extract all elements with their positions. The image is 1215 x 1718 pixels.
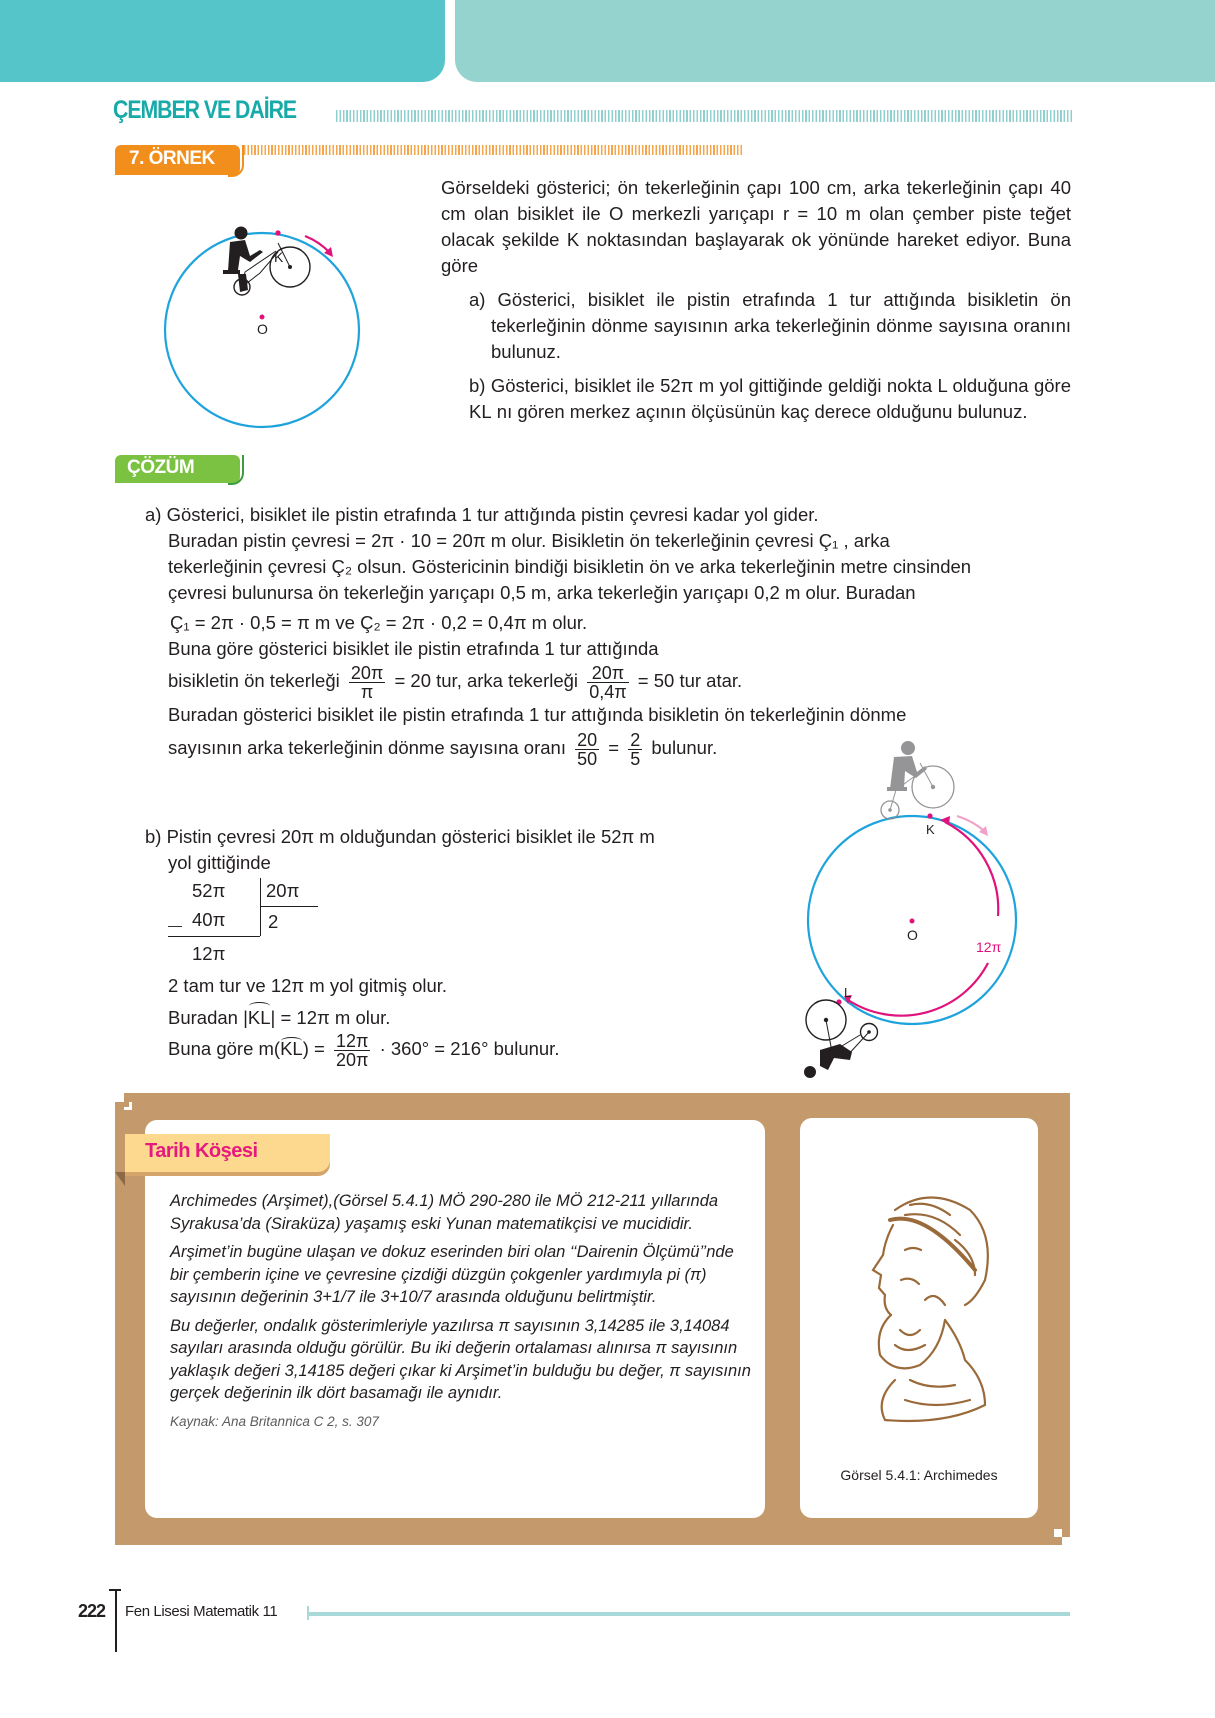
solution-a-line-5: Ç₁ = 2π · 0,5 = π m ve Ç₂ = 2π · 0,2 = 0,4π m olur.	[170, 612, 588, 633]
solution-part-b	[145, 824, 765, 1070]
header-band-right	[455, 0, 1215, 82]
header-band-left	[0, 0, 445, 82]
solution-b-line-1: b) Pistin çevresi 20π m olduğundan gösterici bisiklet ile 52π m	[145, 826, 655, 847]
example-label-text: 7. ÖRNEK	[129, 148, 215, 169]
long-division: 52π 20π 40π 2 — 12π	[168, 876, 308, 971]
bicycle-rider-icon-grey	[881, 741, 954, 819]
book-title: Fen Lisesi Matematik 11	[125, 1603, 278, 1620]
problem-statement	[441, 175, 1071, 433]
solution-b-line-5: Buna göre m( KL) = $\frac{12\pi}{20\pi}$ · 360° = 216° bulunur.	[168, 1030, 560, 1070]
solution-a-line-3: tekerleğinin çevresi Ç₂ olsun. Göstericinin bindiği bisikletin ön ve arka tekerleğinin metre cinsinden	[168, 556, 972, 577]
point-k-label: K	[926, 822, 935, 837]
fraction-ratio: $\frac{20}{50}$	[577, 729, 598, 769]
history-paragraph-1: Archimedes (Arşimet),(Görsel 5.4.1) MÖ 290-280 ile MÖ 212-211 yıllarında Syrakusa’da (Siraküza) yaşamış eski Yunan matematikçisi ve mucididir.	[170, 1192, 719, 1233]
image-caption: Görsel 5.4.1: Archimedes	[840, 1467, 998, 1483]
solution-a-line-4: çevresi bulunursa ön tekerleğin yarıçapı 0,5 m, arka tekerleğin yarıçapı 0,2 m olur. Buradan	[168, 582, 916, 603]
solution-a-line-9: sayısının arka tekerleğinin dönme sayısına oranı $\frac{20}{50}$ = $\frac{2}{5}$ bulunur.	[168, 729, 718, 769]
arc-length-label: 12π	[976, 939, 1002, 955]
bicycle-rider-icon	[223, 227, 310, 296]
fraction-arc-ratio: $\frac{12\pi}{20\pi}$	[335, 1030, 369, 1070]
section-title: ÇEMBER VE DAİRE	[113, 96, 297, 124]
point-k	[927, 813, 932, 818]
arc-kl: KL	[248, 1005, 271, 1031]
solution-a-line-7: bisikletin ön tekerleği $\frac{20\pi}{\pi}$ = 20 tur, arka tekerleği $\frac{20\pi}{0,4\pi}$ = 50 tur atar.	[168, 662, 743, 702]
solution-label	[115, 455, 240, 483]
bicycle-rider-icon-black	[804, 1000, 878, 1078]
header-band-divider	[445, 0, 455, 82]
fraction-front-wheel: $\frac{20\pi}{\pi}$	[350, 662, 384, 702]
center-label: O	[907, 927, 918, 943]
solution-a-line-1: a) Gösterici, bisiklet ile pistin etrafında 1 tur attığında pistin çevresi kadar yol gider.	[145, 504, 819, 525]
archimedes-portrait	[835, 1180, 1005, 1440]
center-label: O	[257, 321, 268, 337]
history-text	[170, 1190, 755, 1433]
title-hatch-decoration	[336, 110, 1072, 122]
center-point	[910, 919, 915, 924]
fraction-rear-wheel: $\frac{20\pi}{0,4\pi}$	[589, 662, 627, 702]
problem-part-b: b) Gösterici, bisiklet ile 52π m yol gittiğinde geldiği nokta L olduğuna göre KL nı gören merkez açının ölçüsünün kaç derece olduğunu bulunuz.	[469, 375, 1071, 422]
arc-kl: KL	[469, 401, 492, 422]
solution-a-line-2: Buradan pistin çevresi = 2π · 10 = 20π m olur. Bisikletin ön tekerleğinin çevresi Ç₁ , arka	[168, 530, 890, 551]
label-fold-decoration	[115, 1172, 125, 1186]
arc-kl: KL	[280, 1038, 303, 1059]
footer-rule	[308, 1612, 1070, 1616]
point-k-label: K	[274, 249, 284, 265]
solution-part-a	[145, 502, 1075, 768]
fraction-ratio-simplified: $\frac{2}{5}$	[630, 729, 641, 769]
solution-label-text: ÇÖZÜM	[127, 457, 195, 478]
problem-part-a: a) Gösterici, bisiklet ile pistin etrafında 1 tur attığında bisikletin ön tekerleğinin dönme sayısının arka tekerleğinin dönme sayısına oranını bulunuz.	[469, 289, 1071, 362]
history-paragraph-2: Arşimet’in bugüne ulaşan ve dokuz eserinden biri olan ‘‘Dairenin Ölçümü’’nde bir çemberin içine ve çevresine çizdiği düzgün çokgenler yardımıyla pi (π) sayısının değerinin 3+1/7 ile 3+10/7 arasında olduğunu belirtmiştir.	[170, 1243, 734, 1306]
center-point	[260, 315, 265, 320]
problem-intro: Görseldeki gösterici; ön tekerleğinin çapı 100 cm, arka tekerleğinin çapı 40 cm olan bisiklet ile O merkezli yarıçapı r = 10 m olan çember piste teğet olacak şekilde K noktasından başlayarak ok yönünde hareket ediyor. Buna göre	[441, 177, 1071, 276]
history-label: Tarih Köşesi	[125, 1134, 330, 1172]
solution-a-line-6: Buna göre gösterici bisiklet ile pistin etrafında 1 tur attığında	[168, 638, 659, 659]
page-number: 222	[78, 1601, 106, 1621]
solution-b-line-4: Buradan | KL| = 12π m olur.	[145, 1005, 765, 1031]
history-source: Kaynak: Ana Britannica C 2, s. 307	[170, 1413, 379, 1429]
solution-a-line-8: Buradan gösterici bisiklet ile pistin etrafında 1 tur attığında bisikletin ön tekerleğinin dönme	[168, 704, 907, 725]
point-l-label: L	[844, 985, 852, 1000]
problem-figure	[150, 170, 390, 460]
footer-divider	[115, 1589, 117, 1652]
solution-b-line-3: 2 tam tur ve 12π m yol gitmiş olur.	[168, 975, 448, 996]
solution-figure	[790, 730, 1050, 1080]
solution-b-line-2: yol gittiğinde	[168, 852, 271, 873]
example-hatch-decoration	[244, 145, 744, 155]
history-paragraph-3: Bu değerler, ondalık gösterimleriyle yazılırsa π sayısının 3,14285 ile 3,14084 sayıları arasında olduğu görülür. Bu iki değerin ortalaması alınırsa π sayısının yaklaşık değeri 3,14185 değeri çıkar ki Arşimet’in bulduğu bu değer, π sayısının gerçek değerinin ilk dört basamağı ile aynıdır.	[170, 1316, 751, 1402]
